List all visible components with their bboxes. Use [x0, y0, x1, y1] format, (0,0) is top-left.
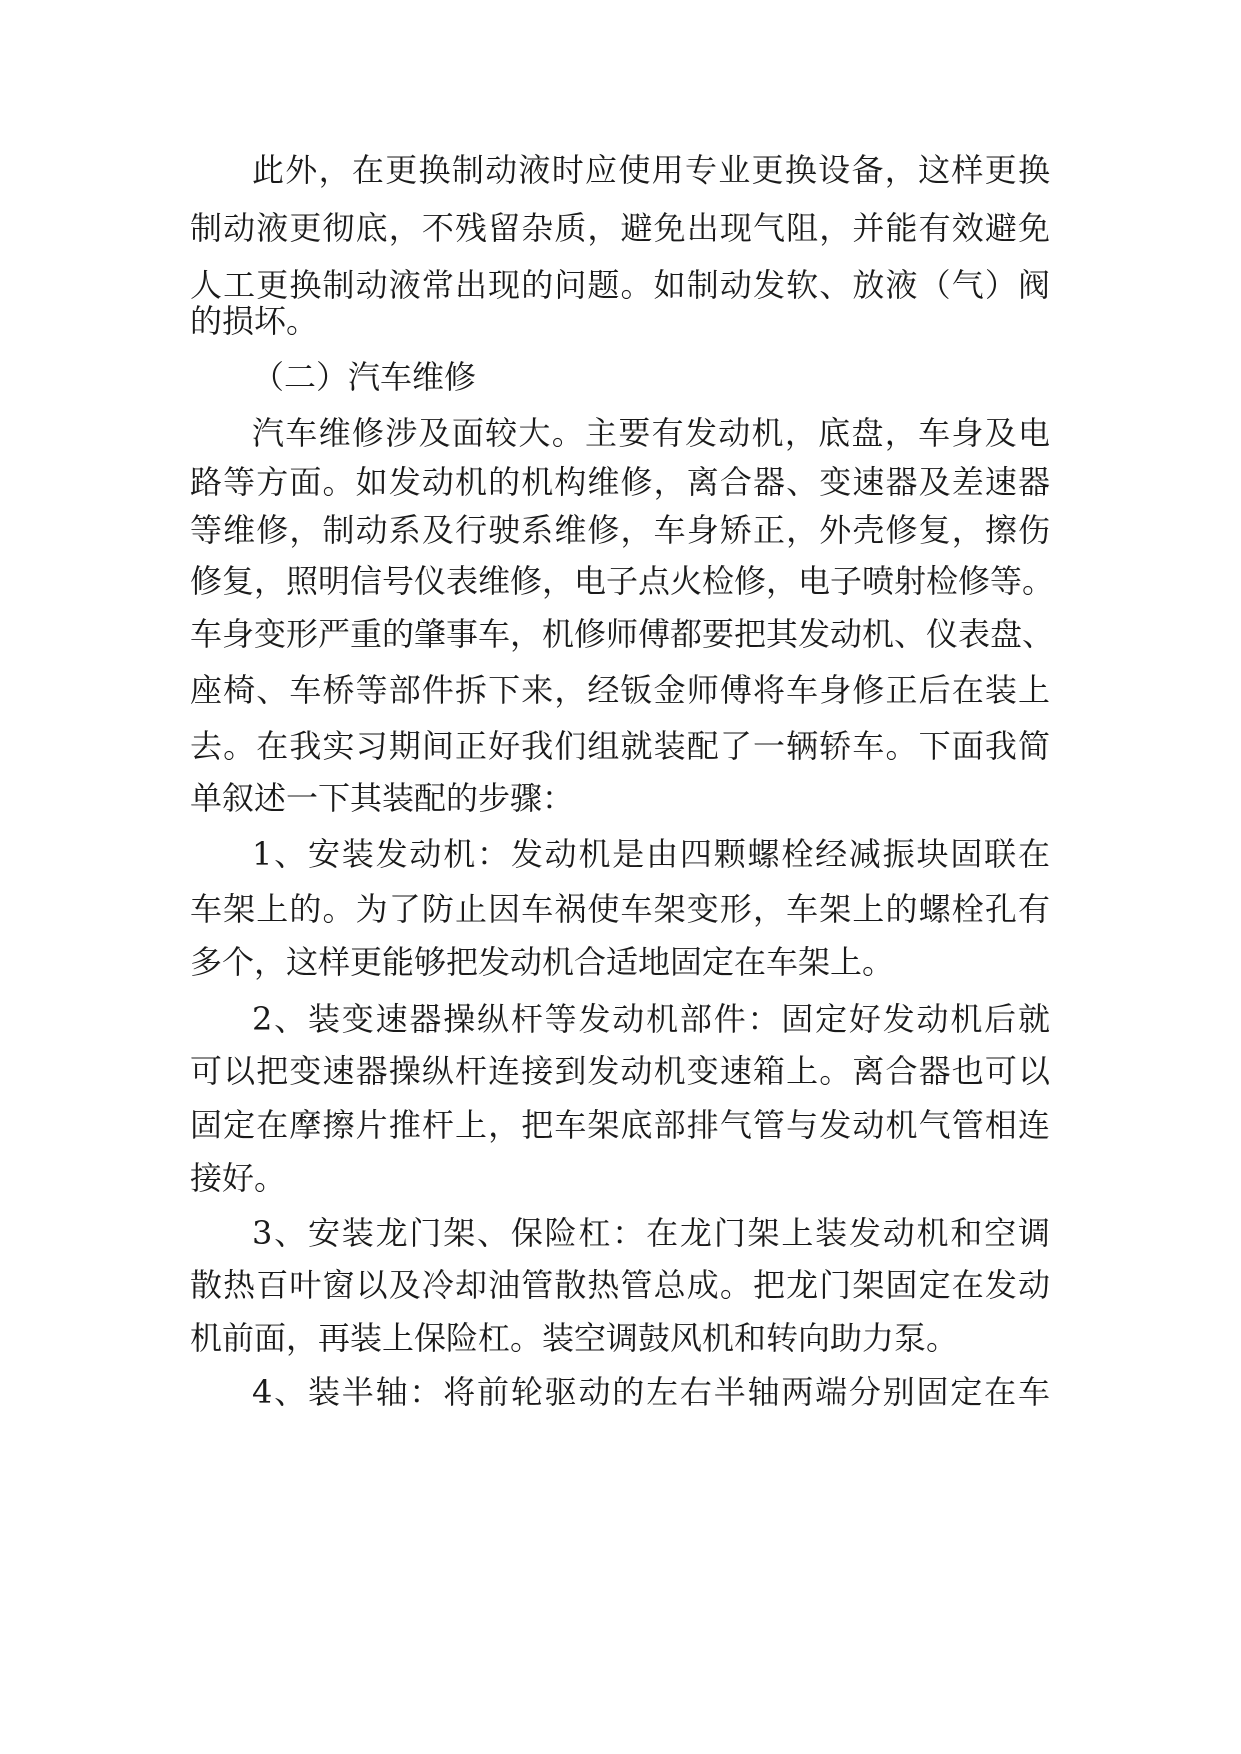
paragraph-line: 人工更换制动液常出现的问题。如制动发软、放液（气）阀 — [190, 266, 1050, 304]
paragraph-line: 去。在我实习期间正好我们组就装配了一辆轿车。下面我简 — [190, 727, 1050, 765]
paragraph-line: 单叙述一下其装配的步骤： — [190, 779, 575, 817]
paragraph-line: 机前面，再装上保险杠。装空调鼓风机和转向助力泵。 — [190, 1319, 959, 1357]
paragraph-line: 汽车维修涉及面较大。主要有发动机，底盘，车身及电 — [252, 414, 1050, 452]
paragraph-line: 4、装半轴：将前轮驱动的左右半轴两端分别固定在车 — [252, 1373, 1050, 1411]
paragraph-line: 接好。 — [190, 1159, 287, 1197]
paragraph-line: 3、安装龙门架、保险杠：在龙门架上装发动机和空调 — [252, 1214, 1050, 1252]
paragraph-line: 1、安装发动机：发动机是由四颗螺栓经减振块固联在 — [252, 835, 1050, 873]
paragraph-line: 多个，这样更能够把发动机合适地固定在车架上。 — [190, 943, 895, 981]
paragraph-line: 路等方面。如发动机的机构维修，离合器、变速器及差速器 — [190, 463, 1050, 501]
paragraph-line: 车身变形严重的肇事车，机修师傅都要把其发动机、仪表盘、 — [190, 615, 1055, 653]
paragraph-line: 散热百叶窗以及冷却油管散热管总成。把龙门架固定在发动 — [190, 1266, 1050, 1304]
paragraph-line: 固定在摩擦片推杆上，把车架底部排气管与发动机气管相连 — [190, 1106, 1050, 1144]
paragraph-line: 车架上的。为了防止因车祸使车架变形，车架上的螺栓孔有 — [190, 890, 1050, 928]
paragraph-line: 等维修，制动系及行驶系维修，车身矫正，外壳修复，擦伤 — [190, 511, 1050, 549]
paragraph-line: 此外，在更换制动液时应使用专业更换设备，这样更换 — [252, 151, 1050, 189]
section-heading: （二）汽车维修 — [252, 358, 477, 396]
paragraph-line: 可以把变速器操纵杆连接到发动机变速箱上。离合器也可以 — [190, 1052, 1050, 1090]
paragraph-line: 2、装变速器操纵杆等发动机部件：固定好发动机后就 — [252, 1000, 1050, 1038]
paragraph-line: 的损坏。 — [190, 302, 319, 340]
paragraph-line: 座椅、车桥等部件拆下来，经钣金师傅将车身修正后在装上 — [190, 671, 1050, 709]
paragraph-line: 修复，照明信号仪表维修，电子点火检修，电子喷射检修等。 — [190, 562, 1055, 600]
paragraph-line: 制动液更彻底，不残留杂质，避免出现气阻，并能有效避免 — [190, 209, 1050, 247]
